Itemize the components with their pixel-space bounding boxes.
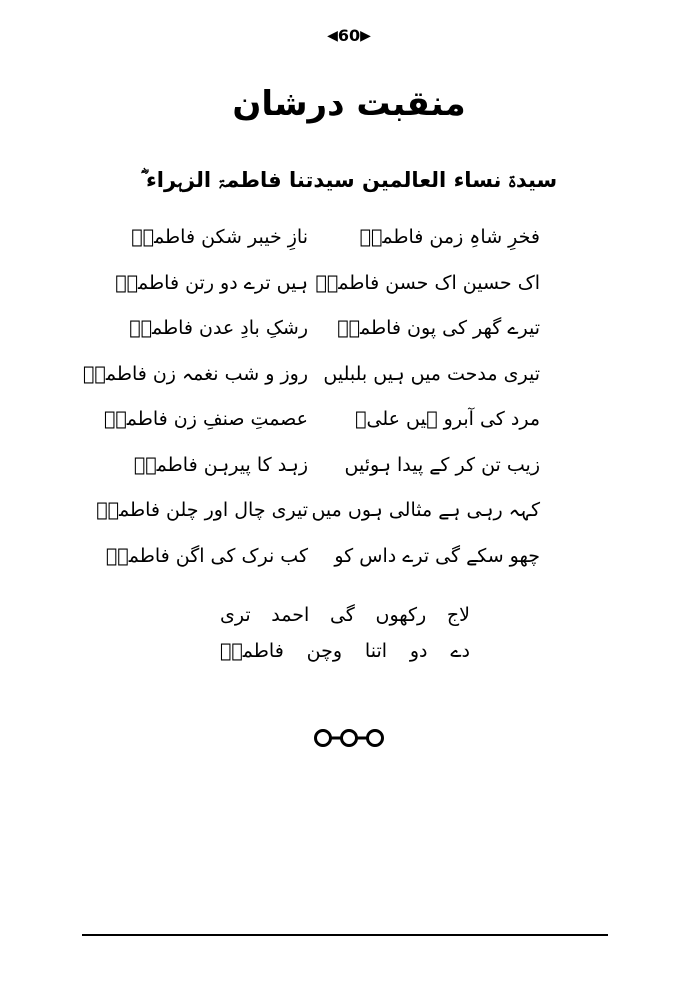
first-hemistich: مرد کی آبرو ہیں علیؓ: [355, 408, 540, 430]
couplet: [103, 400, 540, 446]
closing-line: دے دو اتنا وچن فاطمہؓ: [220, 640, 470, 662]
first-hemistich: چھو سکے گی ترے داس کو: [334, 544, 540, 567]
closing-line: لاج رکھوں گی احمد تری: [220, 604, 470, 626]
couplet: [130, 309, 540, 355]
second-hemistich: زہد کا پیرہن فاطمہؓ: [133, 453, 308, 476]
couplet: [130, 446, 540, 492]
three-circles-ornament-icon: [311, 726, 387, 750]
first-hemistich: زیب تن کر کے پیدا ہوئیں: [344, 453, 540, 476]
ornament-left-icon: ◀: [327, 28, 338, 44]
second-hemistich: عصمتِ صنفِ زن فاطمہؓ: [103, 408, 308, 430]
couplet: [83, 355, 540, 401]
second-hemistich: کب نرک کی اگن فاطمہؓ: [105, 544, 308, 567]
ornament-right-icon: ▶: [360, 28, 371, 44]
first-hemistich: فخرِ شاہِ زمن فاطمہؓ: [359, 226, 540, 248]
couplet: [96, 491, 540, 537]
second-hemistich: ہیں ترے دو رتن فاطمہؓ: [115, 271, 308, 294]
end-ornament: [0, 726, 698, 754]
poem-subtitle: سیدۃ نساء العالمین سیدتنا فاطمۃ الزہراء ؓ: [140, 168, 558, 192]
first-hemistich: تیرے گھر کی پون فاطمہؓ: [337, 317, 540, 339]
second-hemistich: نازِ خیبر شکن فاطمہؓ: [131, 226, 308, 248]
poem-title: منقبت درشان: [232, 84, 466, 124]
first-hemistich: کہہ رہی ہے مثالی ہوں میں: [311, 499, 540, 521]
second-hemistich: روز و شب نغمہ زن فاطمہؓ: [83, 362, 308, 385]
page-number: [0, 26, 698, 45]
second-hemistich: رشکِ بادِ عدن فاطمہؓ: [129, 317, 308, 339]
closing-couplet: [220, 604, 470, 676]
first-hemistich: تیری مدحت میں ہیں بلبلیں: [323, 362, 540, 385]
first-hemistich: اک حسین اک حسن فاطمہؓ: [315, 271, 540, 294]
couplet: [105, 537, 540, 583]
couplet: [130, 218, 540, 264]
footer-rule: [82, 934, 608, 936]
page-number-text: 60: [337, 26, 361, 45]
couplet-list: [83, 218, 540, 582]
couplet: [115, 264, 540, 310]
second-hemistich: تیری چال اور چلن فاطمہؓ: [96, 499, 308, 521]
